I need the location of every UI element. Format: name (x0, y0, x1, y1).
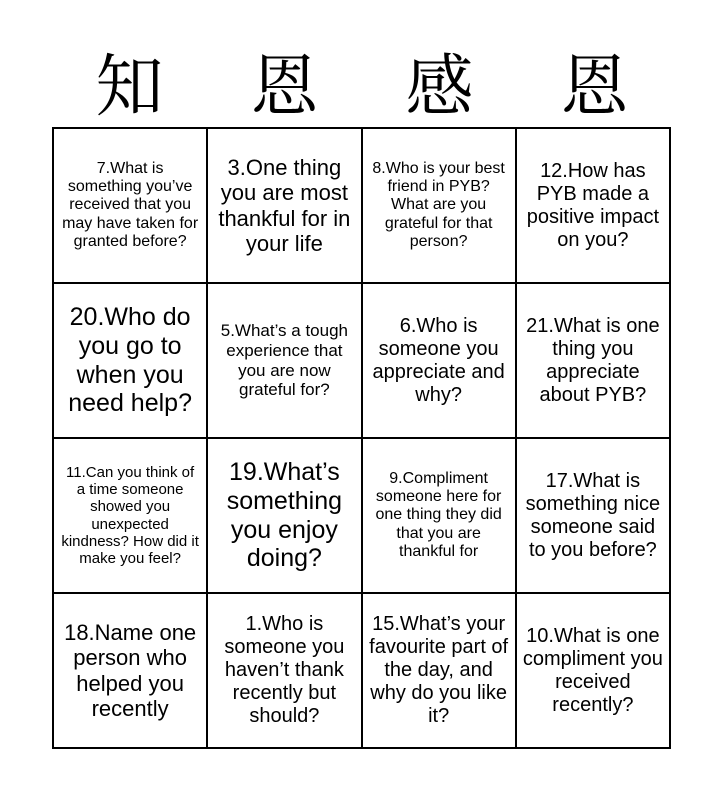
title-char-3: 感 (405, 48, 474, 127)
bingo-cell-r3c1[interactable]: 11.Can you think of a time someone showed you unexpected kindness? How did it make you feel? (53, 438, 207, 593)
bingo-cell-r2c3[interactable]: 6.Who is someone you appreciate and why? (362, 283, 516, 438)
bingo-cell-r2c1[interactable]: 20.Who do you go to when you need help? (53, 283, 207, 438)
title-char-4: 恩 (560, 48, 629, 127)
title-char-2: 恩 (250, 48, 319, 127)
bingo-cell-r4c1[interactable]: 18.Name one person who helped you recently (53, 593, 207, 748)
bingo-cell-r1c1[interactable]: 7.What is something you’ve received that you may have taken for granted before? (53, 128, 207, 283)
board-row-3 (53, 438, 670, 593)
title-char-1: 知 (95, 48, 164, 127)
bingo-cell-r3c4[interactable]: 17.What is something nice someone said to you before? (516, 438, 670, 593)
bingo-cell-r2c4[interactable]: 21.What is one thing you appreciate about PYB? (516, 283, 670, 438)
bingo-cell-r3c3[interactable]: 9.Compliment someone here for one thing they did that you are thankful for (362, 438, 516, 593)
bingo-board (52, 127, 671, 749)
board-row-1 (53, 128, 670, 283)
board-row-4 (53, 593, 670, 748)
bingo-cell-r1c3[interactable]: 8.Who is your best friend in PYB? What are you grateful for that person? (362, 128, 516, 283)
bingo-cell-r4c3[interactable]: 15.What’s your favourite part of the day, and why do you like it? (362, 593, 516, 748)
title-header (52, 48, 672, 128)
board-row-2 (53, 283, 670, 438)
bingo-cell-r1c4[interactable]: 12.How has PYB made a positive impact on you? (516, 128, 670, 283)
bingo-cell-r2c2[interactable]: 5.What’s a tough experience that you are now grateful for? (207, 283, 361, 438)
bingo-cell-r4c4[interactable]: 10.What is one compliment you received recently? (516, 593, 670, 748)
bingo-cell-r3c2[interactable]: 19.What’s something you enjoy doing? (207, 438, 361, 593)
bingo-cell-r4c2[interactable]: 1.Who is someone you haven’t thank recently but should? (207, 593, 361, 748)
bingo-cell-r1c2[interactable]: 3.One thing you are most thankful for in your life (207, 128, 361, 283)
